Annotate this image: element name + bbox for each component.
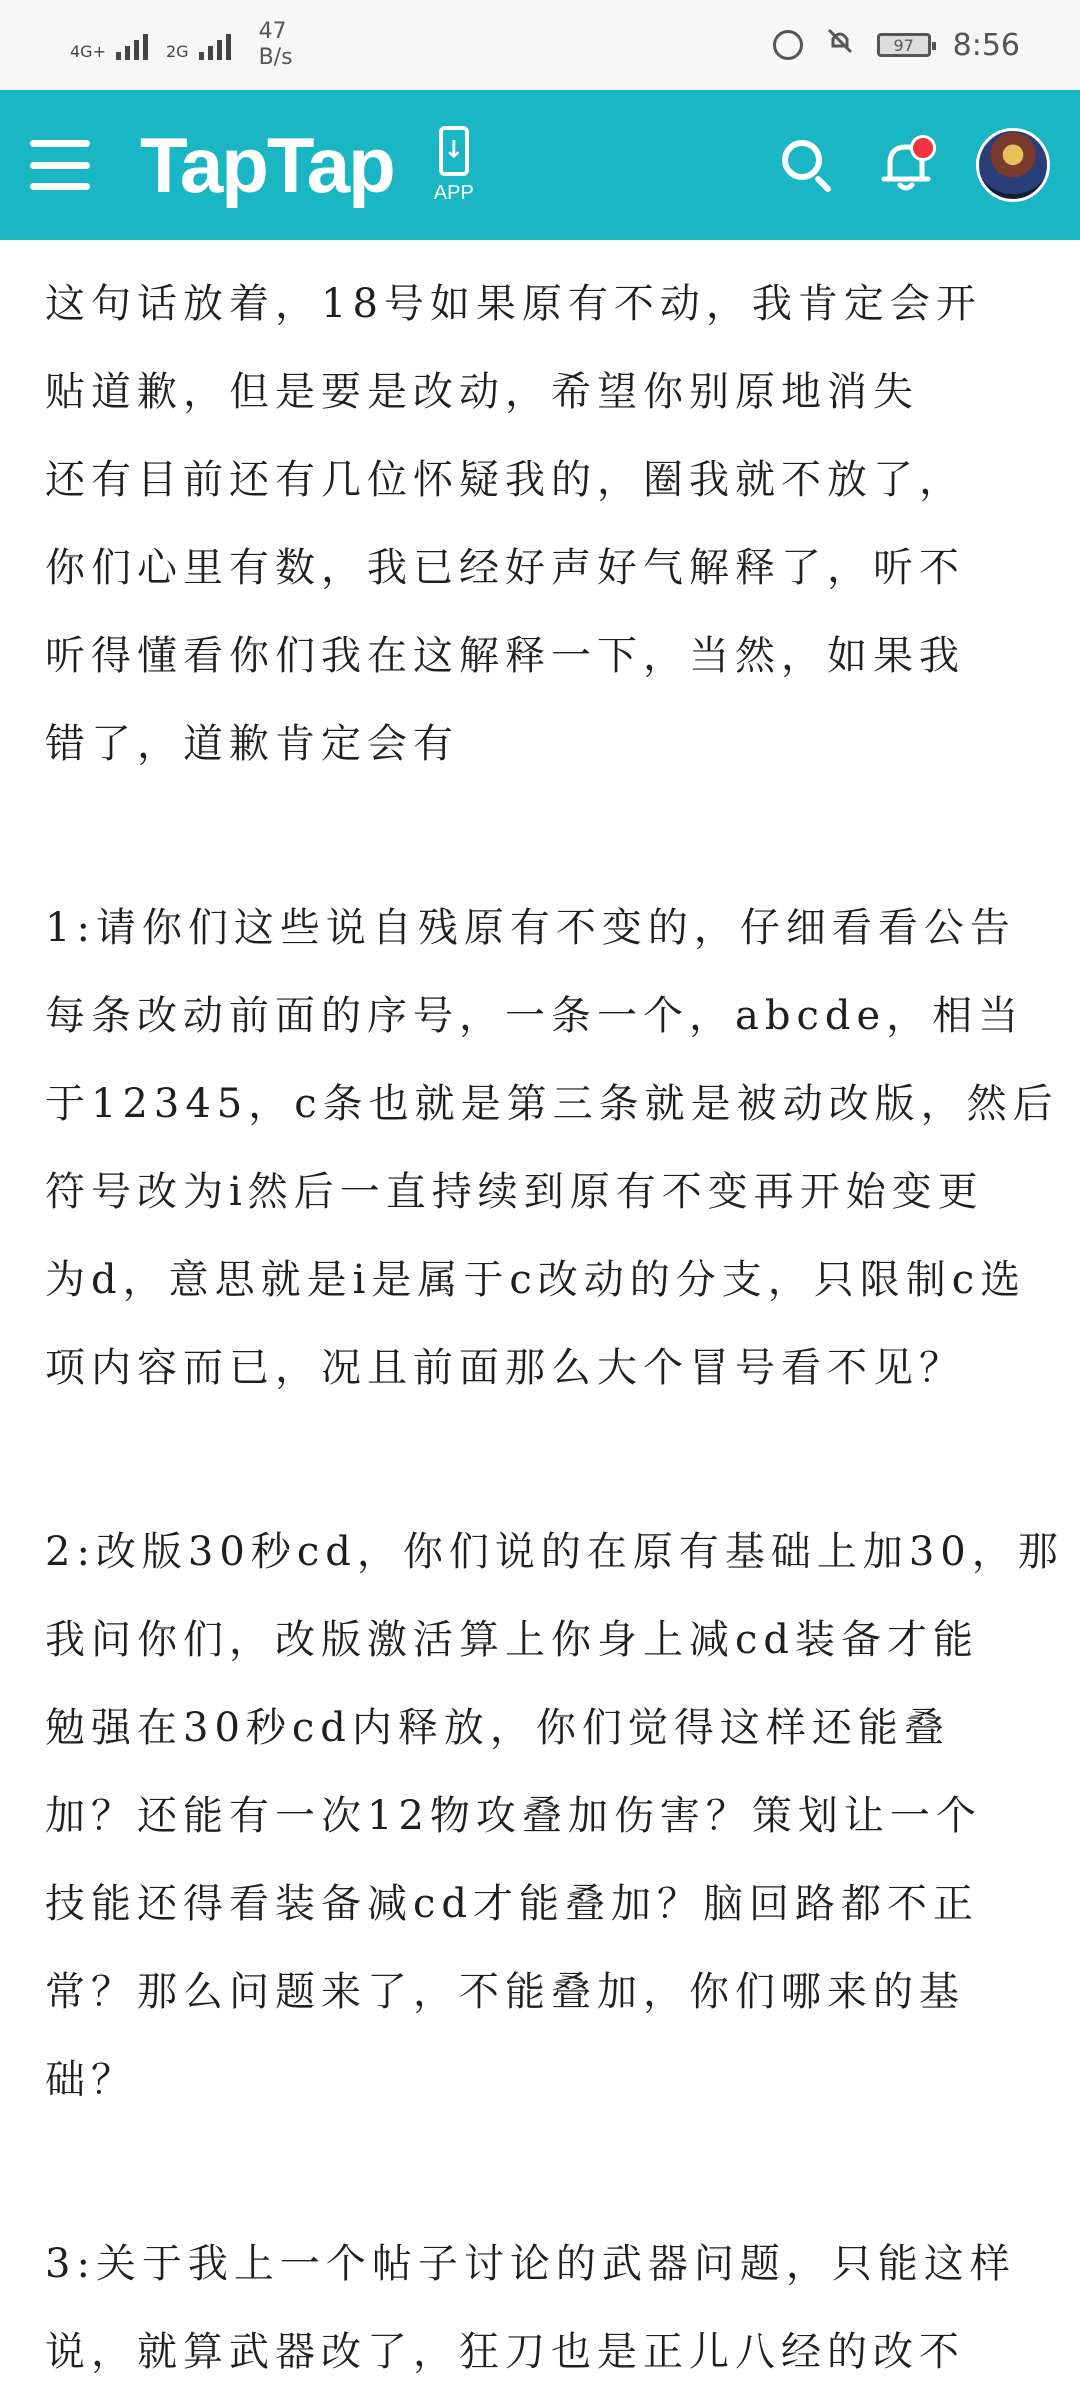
article-content [0, 240, 1080, 2396]
text-line: 贴道歉，但是要是改动，希望你别原地消失 [45, 369, 919, 415]
text-line: 我问你们，改版激活算上你身上减cd装备才能 [45, 1617, 980, 1663]
text-line: 还有目前还有几位怀疑我的，圈我就不放了， [45, 457, 965, 503]
status-left [70, 19, 293, 71]
text-line: 常？那么问题来了，不能叠加，你们哪来的基 [45, 1969, 965, 2015]
text-line: 为d，意思就是i是属于c改动的分支，只限制c选 [45, 1257, 1027, 1303]
signal-bars-icon [199, 30, 231, 60]
signal-1 [70, 30, 148, 60]
paragraph-2 [45, 884, 1059, 1412]
speed-unit: B/s [258, 45, 293, 70]
notification-dot [910, 135, 936, 161]
alarm-icon [773, 30, 803, 60]
text-line: 3:关于我上一个帖子讨论的武器问题，只能这样 [45, 2241, 1016, 2287]
paragraph-1 [45, 260, 1040, 788]
status-right [773, 26, 1020, 64]
app-label: APP [433, 181, 474, 204]
mute-icon [825, 26, 855, 64]
text-line: 这句话放着，18号如果原有不动，我肯定会开 [45, 281, 982, 327]
battery-icon: 97 [877, 33, 931, 57]
speed-value: 47 [258, 19, 287, 44]
signal-2 [166, 30, 231, 60]
text-line: 你们心里有数，我已经好声好气解释了，听不 [45, 545, 965, 591]
text-line: 符号改为i然后一直持续到原有不变再开始变更 [45, 1169, 984, 1215]
menu-icon[interactable] [30, 140, 90, 190]
text-line: 说，就算武器改了，狂刀也是正儿八经的改不 [45, 2329, 965, 2375]
network-type-2: 2G [165, 42, 189, 61]
text-line: 础？ [45, 2057, 137, 2103]
network-speed [259, 19, 293, 71]
network-type-1: 4G+ [70, 42, 106, 61]
search-icon[interactable] [778, 136, 836, 194]
paragraph-4 [45, 2220, 1040, 2396]
text-line: 勉强在30秒cd内释放，你们觉得这样还能叠 [45, 1705, 950, 1751]
text-line: 每条改动前面的序号，一条一个，abcde，相当 [45, 993, 1025, 1039]
avatar[interactable] [976, 128, 1050, 202]
app-download-button[interactable] [434, 126, 474, 205]
text-line: 项内容而已，况且前面那么大个冒号看不见？ [45, 1345, 965, 1391]
phone-download-icon [439, 126, 469, 176]
signal-bars-icon [116, 30, 148, 60]
status-bar [0, 0, 1080, 90]
text-line: 于12345，c条也就是第三条就是被动改版，然后 [45, 1081, 1059, 1127]
text-line: 1:请你们这些说自残原有不变的，仔细看看公告 [45, 905, 1016, 951]
text-line: 加？还能有一次12物攻叠加伤害？策划让一个 [45, 1793, 982, 1839]
app-bar [0, 90, 1080, 240]
bell-icon[interactable] [876, 135, 936, 195]
text-line: 2:改版30秒cd，你们说的在原有基础上加30，那 [45, 1529, 1064, 1575]
text-line: 听得懂看你们我在这解释一下，当然，如果我 [45, 633, 965, 679]
taptap-logo[interactable]: TapTap [140, 120, 394, 209]
clock: 8:56 [952, 27, 1020, 63]
paragraph-3 [45, 1508, 1064, 2124]
text-line: 技能还得看装备减cd才能叠加？脑回路都不正 [45, 1881, 980, 1927]
text-line: 错了，道歉肯定会有 [45, 721, 459, 767]
